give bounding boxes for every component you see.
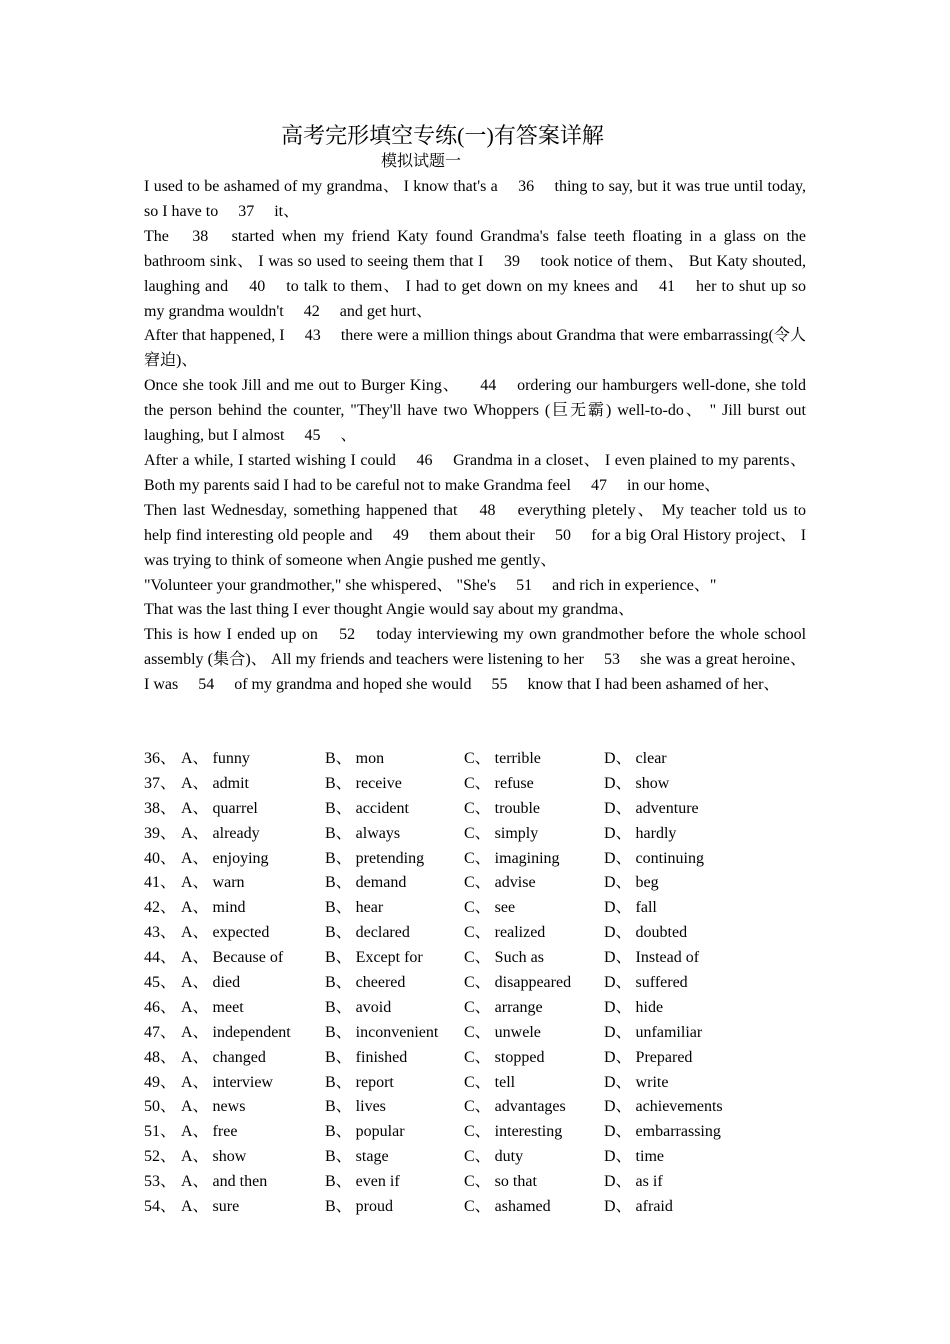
passage-paragraph [144,374,806,449]
option-c: C、 refuse [464,774,534,792]
option-row [144,847,806,872]
option-row [144,822,806,847]
option-a: A、 meet [181,998,244,1016]
blank-number: 37 [238,202,255,220]
option-c: C、 trouble [464,799,540,817]
option-c: C、 tell [464,1073,516,1091]
option-a: A、 and then [181,1173,268,1191]
option-row [144,772,806,797]
blank-number: 55 [491,676,508,694]
passage-text: and get hurt、 [339,302,433,320]
option-row [144,971,806,996]
option-c: C、 see [464,899,516,917]
option-c: C、 ashamed [464,1198,551,1216]
option-a: A、 died [181,974,241,992]
option-b: B、 demand [325,874,407,892]
passage-text: her to shut up so my grandma wouldn't [144,277,807,320]
passage-text: it、 [274,202,300,220]
option-row [144,1071,806,1096]
option-b: B、 cheered [325,974,406,992]
option-c: C、 unwele [464,1023,541,1041]
option-row [144,946,806,971]
passage-text: for a big Oral History project、 I was trying to think of someone when Angie pushed me gently、 [144,526,807,569]
blank-number: 44 [480,377,497,395]
question-number: 52、 [144,1148,177,1166]
option-a: A、 interview [181,1073,273,1091]
option-a: A、 Because of [181,949,284,967]
option-b: B、 stage [325,1148,389,1166]
option-row [144,1120,806,1145]
passage-text: After a while, I started wishing I could [144,451,396,469]
option-b: B、 finished [325,1048,408,1066]
option-b: B、 Except for [325,949,423,967]
question-number: 39、 [144,824,177,842]
option-a: A、 news [181,1098,246,1116]
document-subtitle: 模拟试题一 [380,153,461,170]
option-d: D、 beg [604,874,659,892]
option-d: D、 show [604,774,670,792]
question-number: 45、 [144,974,177,992]
option-a: A、 enjoying [181,849,269,867]
option-c: C、 advise [464,874,536,892]
option-b: B、 pretending [325,849,425,867]
blank-number: 39 [503,252,520,270]
question-number: 49、 [144,1073,177,1091]
option-d: D、 hide [604,998,664,1016]
passage-text: she was a great heroine、 I was [144,651,806,694]
passage-text: "Volunteer your grandmother," she whispered、 "She's [144,576,497,594]
options-list [144,747,806,1220]
option-c: C、 imagining [464,849,560,867]
option-d: D、 as if [604,1173,663,1191]
passage-text: took notice of them、 But Katy shouted, laughing and [144,252,807,295]
option-a: A、 admit [181,774,249,792]
passage-text: Once she took Jill and me out to Burger King、 [144,377,460,395]
passage-text: ordering our hamburgers well-done, she told the person behind the counter, "They'll have two Whoppers (巨无霸) well-to-do、 " Jill burst out laughing, but I almost [144,377,807,445]
passage-text: to talk to them、 I had to get down on my knees and [286,277,638,295]
option-a: A、 free [181,1123,238,1141]
option-row [144,1195,806,1220]
option-d: D、 unfamiliar [604,1023,703,1041]
option-d: D、 suffered [604,974,688,992]
option-b: B、 proud [325,1198,394,1216]
blank-number: 40 [249,277,266,295]
blank-number: 41 [658,277,675,295]
blank-number: 51 [516,576,533,594]
option-d: D、 clear [604,750,667,767]
option-b: B、 inconvenient [325,1023,439,1041]
question-number: 36、 [144,750,177,767]
passage-paragraph [144,449,806,499]
option-d: D、 time [604,1148,664,1166]
option-c: C、 so that [464,1173,537,1191]
option-b: B、 lives [325,1098,386,1116]
blank-number: 45 [304,427,321,445]
question-number: 47、 [144,1023,177,1041]
blank-number: 54 [198,676,215,694]
option-d: D、 embarrassing [604,1123,721,1141]
option-a: A、 show [181,1148,247,1166]
blank-number: 53 [604,651,621,669]
option-c: C、 stopped [464,1048,545,1066]
option-d: D、 hardly [604,824,677,842]
option-row [144,996,806,1021]
passage-text: This is how I ended up on [144,626,318,644]
option-b: B、 avoid [325,998,392,1016]
blank-number: 52 [339,626,356,644]
option-c: C、 terrible [464,750,541,767]
option-d: D、 adventure [604,799,699,817]
option-d: D、 Prepared [604,1048,693,1066]
option-row [144,1046,806,1071]
option-c: C、 arrange [464,998,543,1016]
option-b: B、 mon [325,750,385,767]
option-b: B、 declared [325,924,410,942]
option-d: D、 continuing [604,849,704,867]
option-a: A、 mind [181,899,246,917]
blank-number: 48 [479,501,496,519]
question-number: 43、 [144,924,177,942]
question-number: 53、 [144,1173,177,1191]
passage-paragraph [144,324,806,374]
option-b: B、 accident [325,799,409,817]
passage-text: them about their [429,526,535,544]
option-row [144,1170,806,1195]
option-c: C、 disappeared [464,974,572,992]
option-d: D、 Instead of [604,949,700,967]
option-row [144,1021,806,1046]
passage-paragraph [144,175,806,225]
blank-number: 43 [304,327,321,345]
passage-paragraph [144,499,806,574]
option-row [144,797,806,822]
passage-text: The [144,227,169,245]
option-b: B、 even if [325,1173,400,1191]
passage-text: there were a million things about Grandma that were embarrassing(令人窘迫)、 [144,327,807,370]
passage-text: I used to be ashamed of my grandma、 I know that's a [144,178,498,195]
option-a: A、 expected [181,924,270,942]
option-row [144,1095,806,1120]
option-row [144,1145,806,1170]
passage [144,175,806,698]
option-b: B、 report [325,1073,394,1091]
option-c: C、 interesting [464,1123,563,1141]
question-number: 41、 [144,874,177,892]
blank-number: 50 [554,526,571,544]
option-d: D、 fall [604,899,657,917]
option-row [144,871,806,896]
option-row [144,896,806,921]
question-number: 38、 [144,799,177,817]
passage-text: thing to say, but it was true until today, so I have to [144,178,807,220]
passage-text: know that I had been ashamed of her、 [527,676,780,694]
option-b: B、 receive [325,774,402,792]
passage-paragraph [144,225,806,325]
option-d: D、 write [604,1073,669,1091]
option-a: A、 warn [181,874,245,892]
question-number: 50、 [144,1098,177,1116]
passage-text: in our home、 [626,476,721,494]
option-d: D、 achievements [604,1098,723,1116]
question-number: 44、 [144,949,177,967]
question-number: 54、 [144,1198,177,1216]
question-number: 51、 [144,1123,177,1141]
document-title: 高考完形填空专练(一)有答案详解 [281,123,604,148]
option-c: C、 realized [464,924,546,942]
passage-paragraph [144,598,806,623]
option-c: C、 Such as [464,949,545,967]
option-b: B、 popular [325,1123,405,1141]
option-c: C、 simply [464,824,539,842]
passage-paragraph [144,574,806,599]
passage-text: today interviewing my own grandmother before the whole school assembly (集合)、 All my friends and teachers were listening to her [144,626,807,669]
passage-text: everything pletely、 My teacher told us to help find interesting old people and [144,501,807,544]
blank-number: 47 [590,476,607,494]
question-number: 40、 [144,849,177,867]
passage-paragraph [144,623,806,698]
passage-text: started when my friend Katy found Grandma's false teeth floating in a glass on the bathroom sink、 I was so used to seeing them that I [144,227,806,270]
option-c: C、 advantages [464,1098,566,1116]
option-b: B、 always [325,824,401,842]
passage-text: That was the last thing I ever thought Angie would say about my grandma、 [144,601,635,619]
blank-number: 38 [192,227,209,245]
passage-text: Then last Wednesday, something happened that [144,501,458,519]
passage-text: and rich in experience、" [552,576,717,594]
option-row [144,747,806,772]
question-number: 46、 [144,998,177,1016]
passage-text: After that happened, I [144,327,285,345]
blank-number: 49 [392,526,409,544]
blank-number: 42 [303,302,320,320]
option-a: A、 already [181,824,260,842]
option-c: C、 duty [464,1148,524,1166]
option-b: B、 hear [325,899,384,917]
option-a: A、 funny [181,750,250,767]
option-a: A、 changed [181,1048,266,1066]
blank-number: 46 [416,451,433,469]
option-d: D、 afraid [604,1198,673,1216]
option-a: A、 independent [181,1023,291,1041]
option-a: A、 sure [181,1198,240,1216]
blank-number: 36 [518,178,535,195]
passage-text: 、 [340,427,357,445]
option-a: A、 quarrel [181,799,258,817]
option-d: D、 doubted [604,924,688,942]
passage-text: Grandma in a closet、 I even plained to my parents、 Both my parents said I had to be careful not to make Grandma feel [144,451,807,494]
question-number: 42、 [144,899,177,917]
question-number: 48、 [144,1048,177,1066]
option-row [144,921,806,946]
question-number: 37、 [144,774,177,792]
passage-text: of my grandma and hoped she would [234,676,472,694]
